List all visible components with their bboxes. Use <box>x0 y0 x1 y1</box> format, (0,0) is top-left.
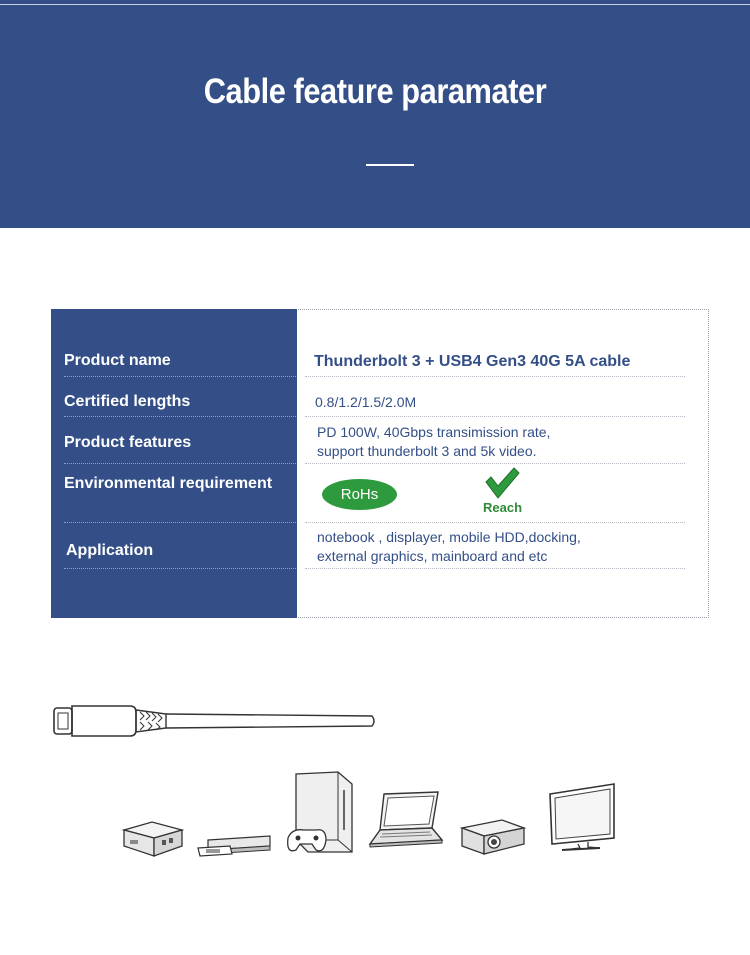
value-application-line-1: notebook , displayer, mobile HDD,docking, <box>317 529 581 545</box>
label-application: Application <box>66 542 154 559</box>
label-divider <box>64 522 296 523</box>
value-divider <box>305 463 685 464</box>
value-product-features-line-2: support thunderbolt 3 and 5k video. <box>317 443 537 459</box>
tv-box-icon <box>122 818 184 860</box>
value-product-features-line-1: PD 100W, 40Gbps transimission rate, <box>317 424 551 440</box>
reach-check-icon <box>484 466 520 500</box>
label-product-features: Product features <box>64 434 192 451</box>
value-product-name: Thunderbolt 3 + USB4 Gen3 40G 5A cable <box>314 353 631 370</box>
rohs-badge: RoHs <box>322 479 397 510</box>
header-banner <box>0 0 750 228</box>
value-certified-lengths: 0.8/1.2/1.5/2.0M <box>315 394 417 410</box>
header-top-line <box>0 4 750 5</box>
title-underline <box>366 164 414 166</box>
monitor-icon <box>548 782 618 856</box>
label-certified-lengths: Certified lengths <box>64 393 191 410</box>
laptop-icon <box>368 790 444 852</box>
usb-c-cable-icon <box>50 702 380 742</box>
label-divider <box>64 416 296 417</box>
value-divider <box>305 376 685 377</box>
value-divider <box>305 522 685 523</box>
label-product-name: Product name <box>64 352 171 369</box>
game-console-icon <box>286 770 358 858</box>
label-environmental-requirement: Environmental requirement <box>64 475 273 492</box>
value-divider <box>305 416 685 417</box>
label-divider <box>64 568 296 569</box>
label-divider <box>64 376 296 377</box>
label-divider <box>64 463 296 464</box>
card-reader-icon <box>196 832 274 858</box>
page-title: Cable feature paramater <box>203 72 547 111</box>
value-application-line-2: external graphics, mainboard and etc <box>317 548 548 564</box>
reach-label: Reach <box>483 500 523 515</box>
value-divider <box>305 568 685 569</box>
projector-icon <box>458 814 528 858</box>
